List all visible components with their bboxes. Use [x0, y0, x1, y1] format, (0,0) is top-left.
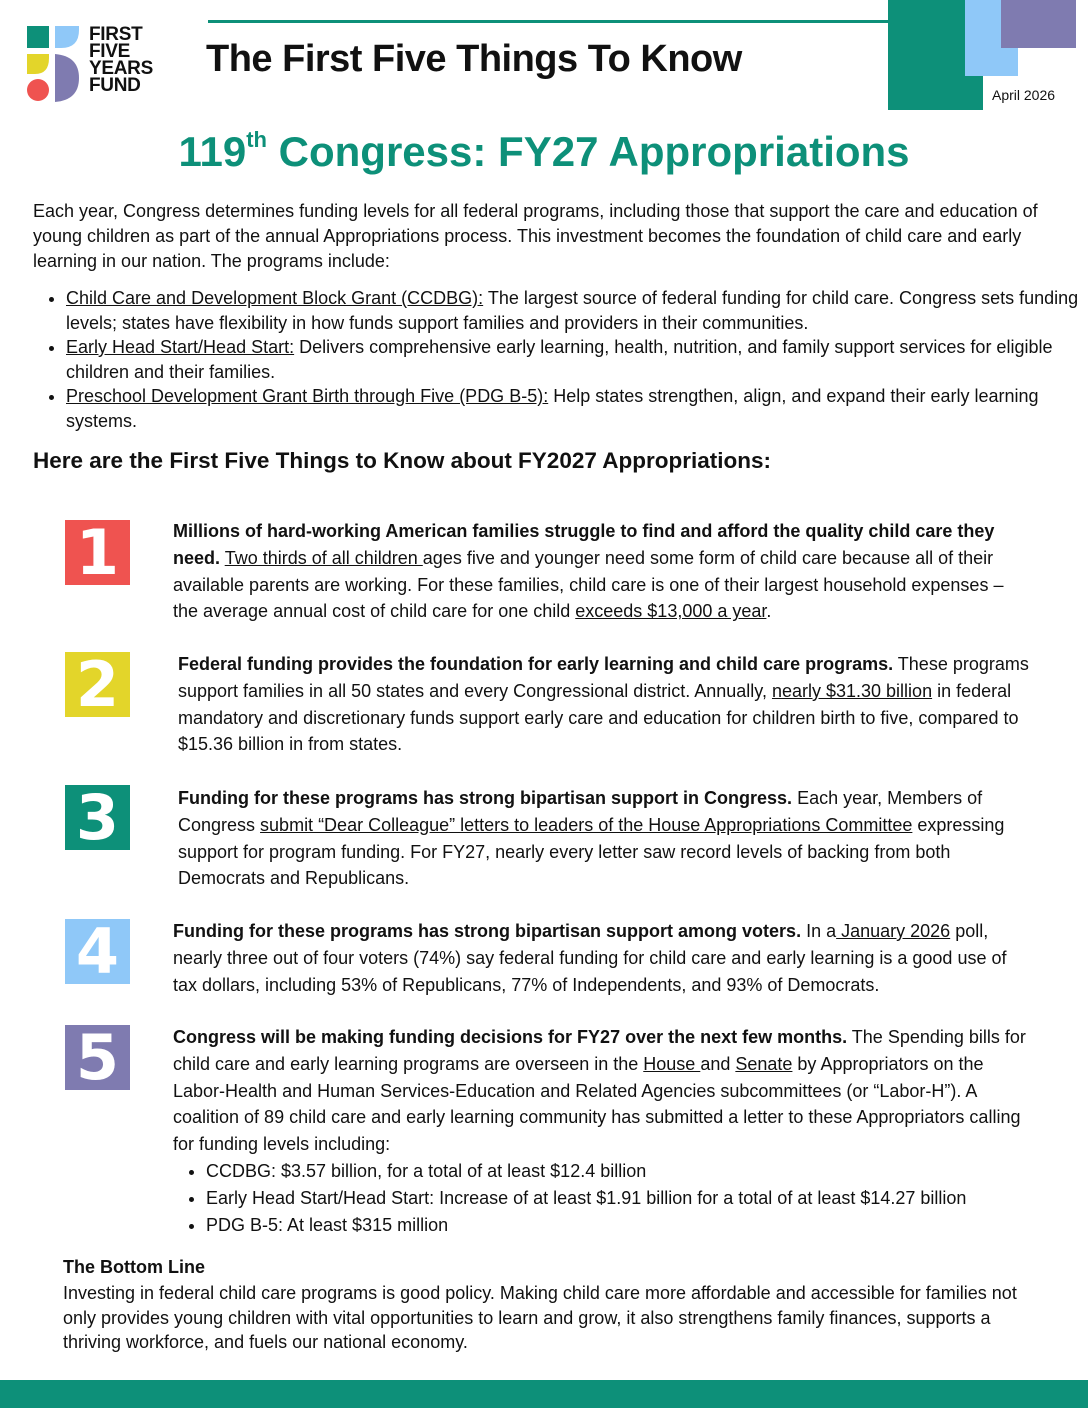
- item-5: [173, 1024, 1033, 1238]
- item-text: Each year, Members of Congress: [178, 788, 983, 835]
- header-date: April 2026: [992, 87, 1056, 103]
- item-1-lead: Millions of hard-working American families struggle to find and afford the quality child care they need.: [173, 521, 995, 568]
- item-text: In a: [801, 921, 837, 941]
- logo-line: FIVE: [89, 41, 131, 62]
- item-3: [178, 785, 1038, 892]
- programs-list: [33, 286, 1086, 433]
- number-badge-1: 1: [65, 520, 130, 585]
- link-cost[interactable]: exceeds $13,000 a year: [575, 601, 767, 622]
- intro-paragraph: Each year, Congress determines funding levels for all federal programs, including those that support the care and education of young children as part of the annual Appropriations process. This investment becomes the foundation of child care and early learning in our nation. The programs include:: [33, 201, 1038, 271]
- decor-square-purple: [1001, 0, 1076, 48]
- program-item: [66, 384, 1086, 433]
- link-house[interactable]: House: [643, 1053, 701, 1074]
- funding-level-item: • Early Head Start/Head Start: Increase of at least $1.91 billion for a total of at least $14.27 billion: [206, 1185, 1033, 1212]
- item-text: These programs support families in all 50 states and every Congressional district. Annually,: [178, 654, 1029, 701]
- item-text: by Appropriators on the Labor-Health and Human Services-Education and Related Agencies subcommittees (or “Labor-H”). A coalition of 89 child care and early learning community has submitted a letter to these Appropriators calling for funding levels including:: [173, 1053, 1021, 1155]
- program-desc: The largest source of federal funding for child care. Congress sets funding levels; states have flexibility in how funds support families and providers in their communities.: [66, 288, 1079, 333]
- logo-mark-icon: [27, 26, 83, 104]
- link-poll[interactable]: January 2026: [836, 921, 951, 941]
- number-badge-2: 2: [65, 652, 130, 717]
- logo-line: YEARS: [89, 58, 153, 79]
- link-two-thirds[interactable]: Two thirds of all children: [224, 547, 423, 568]
- item-text: ages five and younger need some form of child care because all of their available parents are working. For these families, child care is one of their largest household expenses – the average annual cost of child care for one child: [173, 547, 1004, 622]
- logo-wordmark: [89, 26, 153, 94]
- logo-line: FUND: [89, 75, 141, 96]
- item-text: in federal mandatory and discretionary funds support early care and education for children birth to five, compared to $15.36 billion in from states.: [178, 680, 1019, 755]
- program-desc: Help states strengthen, align, and expand their early learning systems.: [66, 386, 1039, 431]
- page-title: [0, 128, 1088, 176]
- title-number: 119: [178, 128, 247, 175]
- funding-level-item: • PDG B-5: At least $315 million: [206, 1212, 1033, 1239]
- program-link-head-start[interactable]: Early Head Start/Head Start:: [66, 337, 295, 357]
- program-item: [66, 286, 1086, 335]
- title-ordinal: th: [246, 127, 267, 152]
- item-text: The Spending bills for child care and early learning programs are overseen in the: [173, 1027, 1026, 1074]
- funding-levels-list: [173, 1158, 1033, 1238]
- program-link-pdg[interactable]: Preschool Development Grant Birth through Five (PDG B-5):: [66, 386, 549, 406]
- program-link-ccdbg[interactable]: Child Care and Development Block Grant (CCDBG):: [66, 288, 484, 308]
- bottom-line-heading: The Bottom Line: [63, 1257, 205, 1277]
- footer-bar: [0, 1380, 1088, 1408]
- program-desc: Delivers comprehensive early learning, health, nutrition, and family support services for eligible children and their families.: [66, 337, 1053, 382]
- item-text: expressing support for program funding. For FY27, nearly every letter saw record levels of backing from both Democrats and Republicans.: [178, 814, 1005, 889]
- logo: [27, 26, 167, 104]
- item-3-lead: Funding for these programs has strong bipartisan support in Congress.: [178, 788, 793, 808]
- logo-line: FIRST: [89, 24, 143, 45]
- item-2-lead: Federal funding provides the foundation for early learning and child care programs.: [178, 654, 894, 674]
- item-4: [173, 918, 1033, 998]
- item-5-lead: Congress will be making funding decisions for FY27 over the next few months.: [173, 1027, 848, 1047]
- program-item: [66, 335, 1086, 384]
- number-badge-5: 5: [65, 1025, 130, 1090]
- number-badge-3: 3: [65, 785, 130, 850]
- item-text: .: [766, 601, 772, 622]
- funding-level-item: • CCDBG: $3.57 billion, for a total of at least $12.4 billion: [206, 1158, 1033, 1185]
- title-text: Congress: FY27 Appropriations: [267, 128, 910, 175]
- header-rule: [208, 20, 890, 23]
- number-badge-4: 4: [65, 919, 130, 984]
- link-dear-colleague[interactable]: submit “Dear Colleague” letters to leaders of the House Appropriations Committee: [260, 814, 913, 835]
- item-text: poll, nearly three out of four voters (74%) say federal funding for child care and early learning is a good use of tax dollars, including 53% of Republicans, 77% of Independents, and 93% of Democrats.: [173, 921, 1007, 995]
- item-2: [178, 651, 1038, 758]
- item-1: [173, 518, 1033, 625]
- item-text: and: [700, 1053, 736, 1074]
- section-heading: Here are the First Five Things to Know about FY2027 Appropriations:: [33, 448, 772, 473]
- link-federal-funding[interactable]: nearly $31.30 billion: [771, 680, 933, 701]
- bottom-line-text: Investing in federal child care programs is good policy. Making child care more affordable and accessible for families not only provides young children with vital opportunities to learn and grow, it also strengthens family finances, supports a thriving workforce, and fuels our national economy.: [63, 1283, 1017, 1352]
- link-senate[interactable]: Senate: [735, 1053, 793, 1074]
- item-4-lead: Funding for these programs has strong bipartisan support among voters.: [173, 921, 802, 941]
- header-title: The First Five Things To Know: [206, 38, 742, 80]
